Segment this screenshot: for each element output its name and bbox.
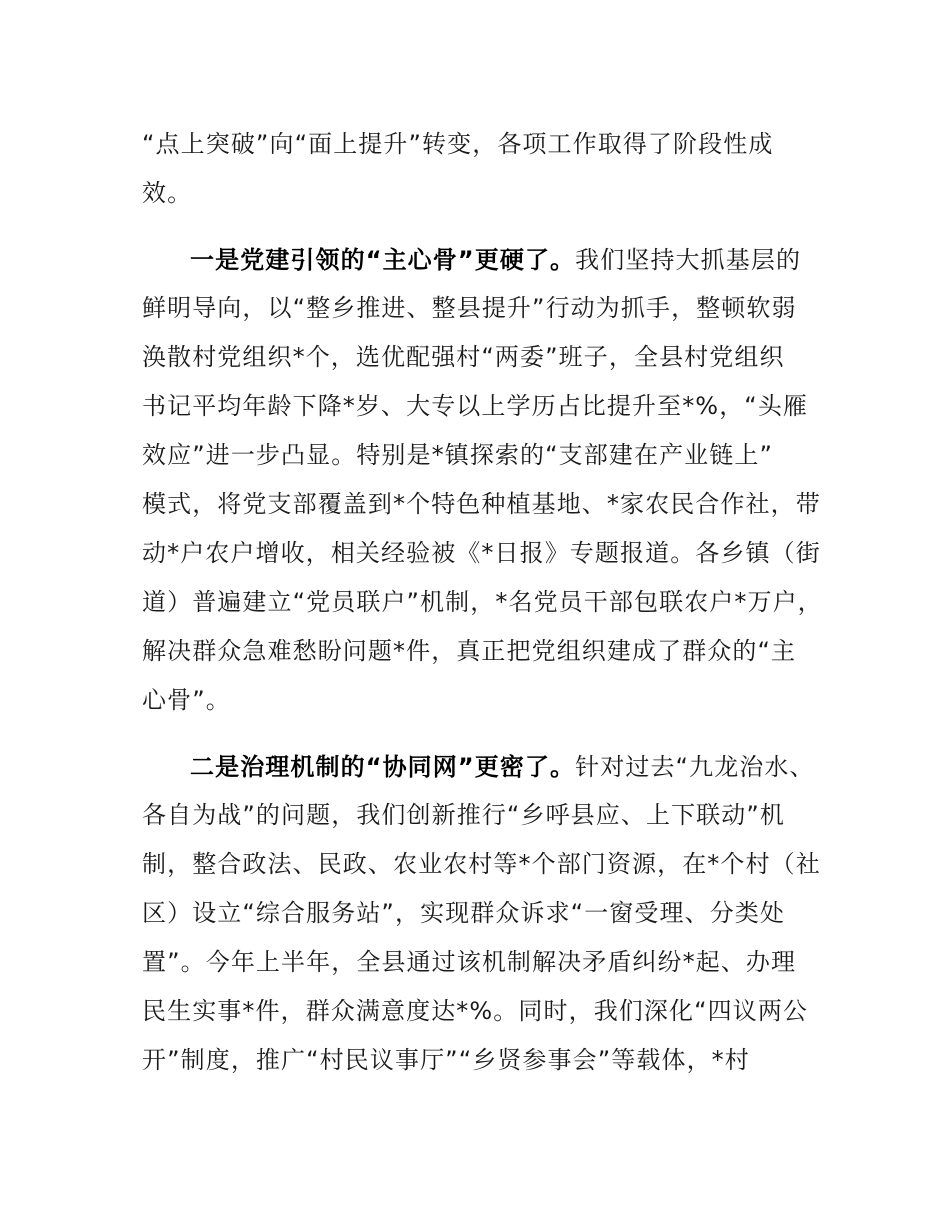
body-text-line: 模式，将党支部覆盖到*个特色种植基地、*家农民合作社，带 — [142, 490, 821, 518]
body-text: 针对过去“九龙治水、 — [575, 753, 815, 781]
body-text-line: “点上突破”向“面上提升”转变，各项工作取得了阶段性成 — [142, 130, 774, 158]
body-text-line: 解决群众急难愁盼问题*件，真正把党组织建成了群众的“主 — [142, 637, 797, 665]
body-text-line: 道）普遍建立“党员联户”机制，*名党员干部包联农户*万户， — [142, 588, 823, 616]
body-text-line: 区）设立“综合服务站”，实现群众诉求“一窗受理、分类处 — [142, 899, 785, 927]
body-text-line: 书记平均年龄下降*岁、大专以上学历占比提升至*%，“头雁 — [142, 392, 809, 420]
body-text-line: 置”。今年上半年，全县通过该机制解决矛盾纠纷*起、办理 — [142, 948, 797, 976]
body-text-line: 民生实事*件，群众满意度达*%。同时，我们深化“四议两公 — [142, 997, 809, 1025]
body-text-line: 效。 — [142, 179, 193, 207]
body-text-line: 动*户农户增收，相关经验被《*日报》专题报道。各乡镇（街 — [142, 539, 821, 567]
body-text-line: 涣散村党组织*个，选优配强村“两委”班子，全县村党组织 — [142, 343, 785, 371]
paragraph-first-line — [190, 244, 801, 276]
body-text-line: 效应”进一步凸显。特别是*镇探索的“支部建在产业链上” — [142, 441, 773, 469]
paragraph-first-line — [190, 751, 815, 783]
body-text-line: 心骨”。 — [142, 686, 231, 714]
body-text-line: 各自为战”的问题，我们创新推行“乡呼县应、上下联动”机 — [142, 801, 785, 829]
paragraph-heading: 二是治理机制的“协同网”更密了。 — [190, 753, 576, 781]
body-text-line: 开”制度，推广“村民议事厅”“乡贤参事会”等载体，*村 — [142, 1046, 750, 1074]
body-text: 我们坚持大抓基层的 — [575, 246, 802, 274]
body-text-line: 制，整合政法、民政、农业农村等*个部门资源，在*个村（社 — [142, 850, 821, 878]
paragraph-heading: 一是党建引领的“主心骨”更硬了。 — [190, 246, 576, 274]
body-text-line: 鲜明导向，以“整乡推进、整县提升”行动为抓手，整顿软弱 — [142, 294, 797, 322]
